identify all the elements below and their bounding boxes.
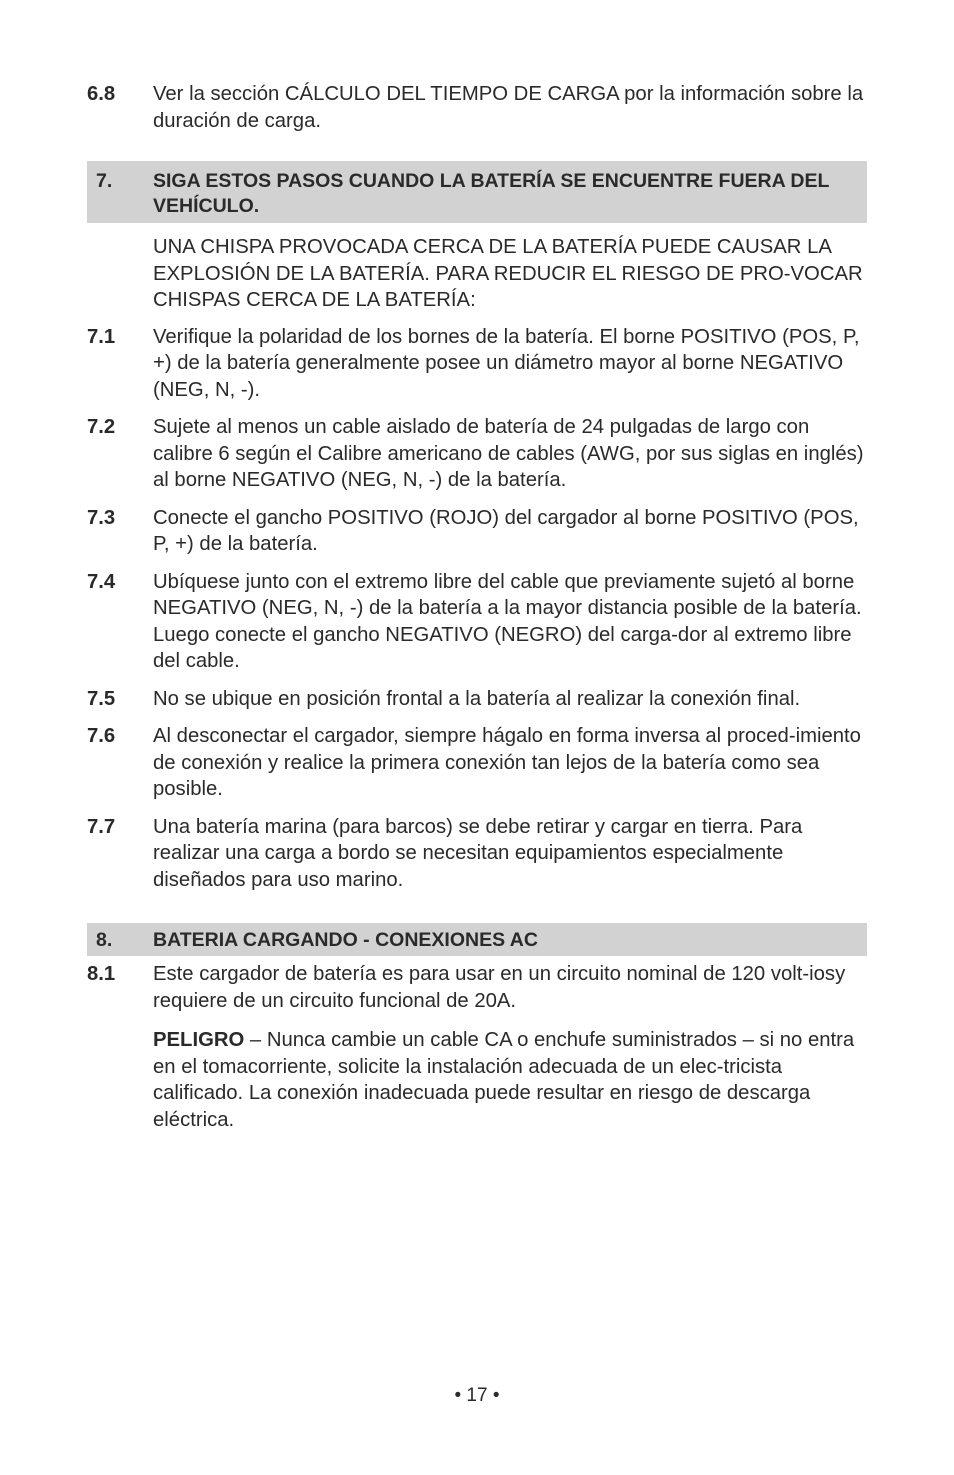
item-number: 7.6 xyxy=(87,725,116,747)
section-8-header xyxy=(87,923,867,956)
item-text: Ubíquese junto con el extremo libre del cable que previamente sujetó al borne NEGATIVO (NEG, N, -) de la batería a la mayor distancia posible de la batería. Luego conecte el gancho NEGATIVO (NEGRO) del carga-dor al extremo libre del cable. xyxy=(153,570,862,672)
section-title: BATERIA CARGANDO - CONEXIONES AC xyxy=(153,929,538,951)
document-page xyxy=(87,81,867,1133)
danger-label: PELIGRO xyxy=(153,1029,245,1051)
section-number: 8. xyxy=(96,929,113,951)
item-number: 7.1 xyxy=(87,325,116,348)
item-text: Ver la sección CÁLCULO DEL TIEMPO DE CARGA por la información sobre la duración de carga. xyxy=(153,83,864,132)
section-title: SIGA ESTOS PASOS CUANDO LA BATERÍA SE ENCUENTRE FUERA DEL VEHÍCULO. xyxy=(153,170,830,217)
item-number: 7.4 xyxy=(87,570,116,593)
section-7-header xyxy=(87,161,867,223)
item-7-4 xyxy=(87,569,867,675)
item-text: No se ubique en posición frontal a la batería al realizar la conexión final. xyxy=(153,687,801,710)
item-text: Conecte el gancho POSITIVO (ROJO) del cargador al borne POSITIVO (POS, P, +) de la batería. xyxy=(153,506,859,555)
item-8-1 xyxy=(87,961,867,1014)
item-number: 7.2 xyxy=(87,416,116,438)
item-7-5 xyxy=(87,686,867,713)
item-text: Una batería marina (para barcos) se debe retirar y cargar en tierra. Para realizar una carga a bordo se necesitan equipamientos especialmente diseñados para uso marino. xyxy=(153,815,803,891)
item-7-7 xyxy=(87,814,867,894)
item-7-1 xyxy=(87,324,867,404)
item-7-6 xyxy=(87,723,867,803)
item-number: 6.8 xyxy=(87,83,116,105)
item-text: Al desconectar el cargador, siempre hágalo en forma inversa al proced-imiento de conexión y realice la primera conexión tan lejos de la batería como sea posible. xyxy=(153,725,861,800)
item-number: 7.3 xyxy=(87,506,116,529)
item-number: 7.7 xyxy=(87,815,116,838)
section-number: 7. xyxy=(96,170,113,192)
item-number: 7.5 xyxy=(87,687,116,710)
item-text: Sujete al menos un cable aislado de batería de 24 pulgadas de largo con calibre 6 según el Calibre americano de cables (AWG, por sus siglas en inglés) al borne NEGATIVO (NEG, N, -) de la batería. xyxy=(153,416,864,491)
danger-text: – Nunca cambie un cable CA o enchufe suministrados – si no entra en el tomacorriente, solicite la instalación adecuada de un elec-tricista calificado. La conexión inadecuada puede resultar en riesgo de descarga eléctrica. xyxy=(153,1029,855,1131)
item-6-8 xyxy=(87,81,867,134)
item-7-3 xyxy=(87,505,867,558)
item-text: Verifique la polaridad de los bornes de la batería. El borne POSITIVO (POS, P, +) de la batería generalmente posee un diámetro mayor al borne NEGATIVO (NEG, N, -). xyxy=(153,325,860,401)
item-text: Este cargador de batería es para usar en un circuito nominal de 120 volt-iosy requiere de un circuito funcional de 20A. xyxy=(153,963,846,1012)
page-number: • 17 • xyxy=(454,1385,500,1406)
danger-paragraph xyxy=(153,1027,867,1133)
section-7-warning: UNA CHISPA PROVOCADA CERCA DE LA BATERÍA PUEDE CAUSAR LA EXPLOSIÓN DE LA BATERÍA. PARA REDUCIR EL RIESGO DE PRO-VOCAR CHISPAS CERCA DE LA BATERÍA: xyxy=(153,236,863,311)
item-7-2 xyxy=(87,414,867,494)
item-number: 8.1 xyxy=(87,963,116,985)
